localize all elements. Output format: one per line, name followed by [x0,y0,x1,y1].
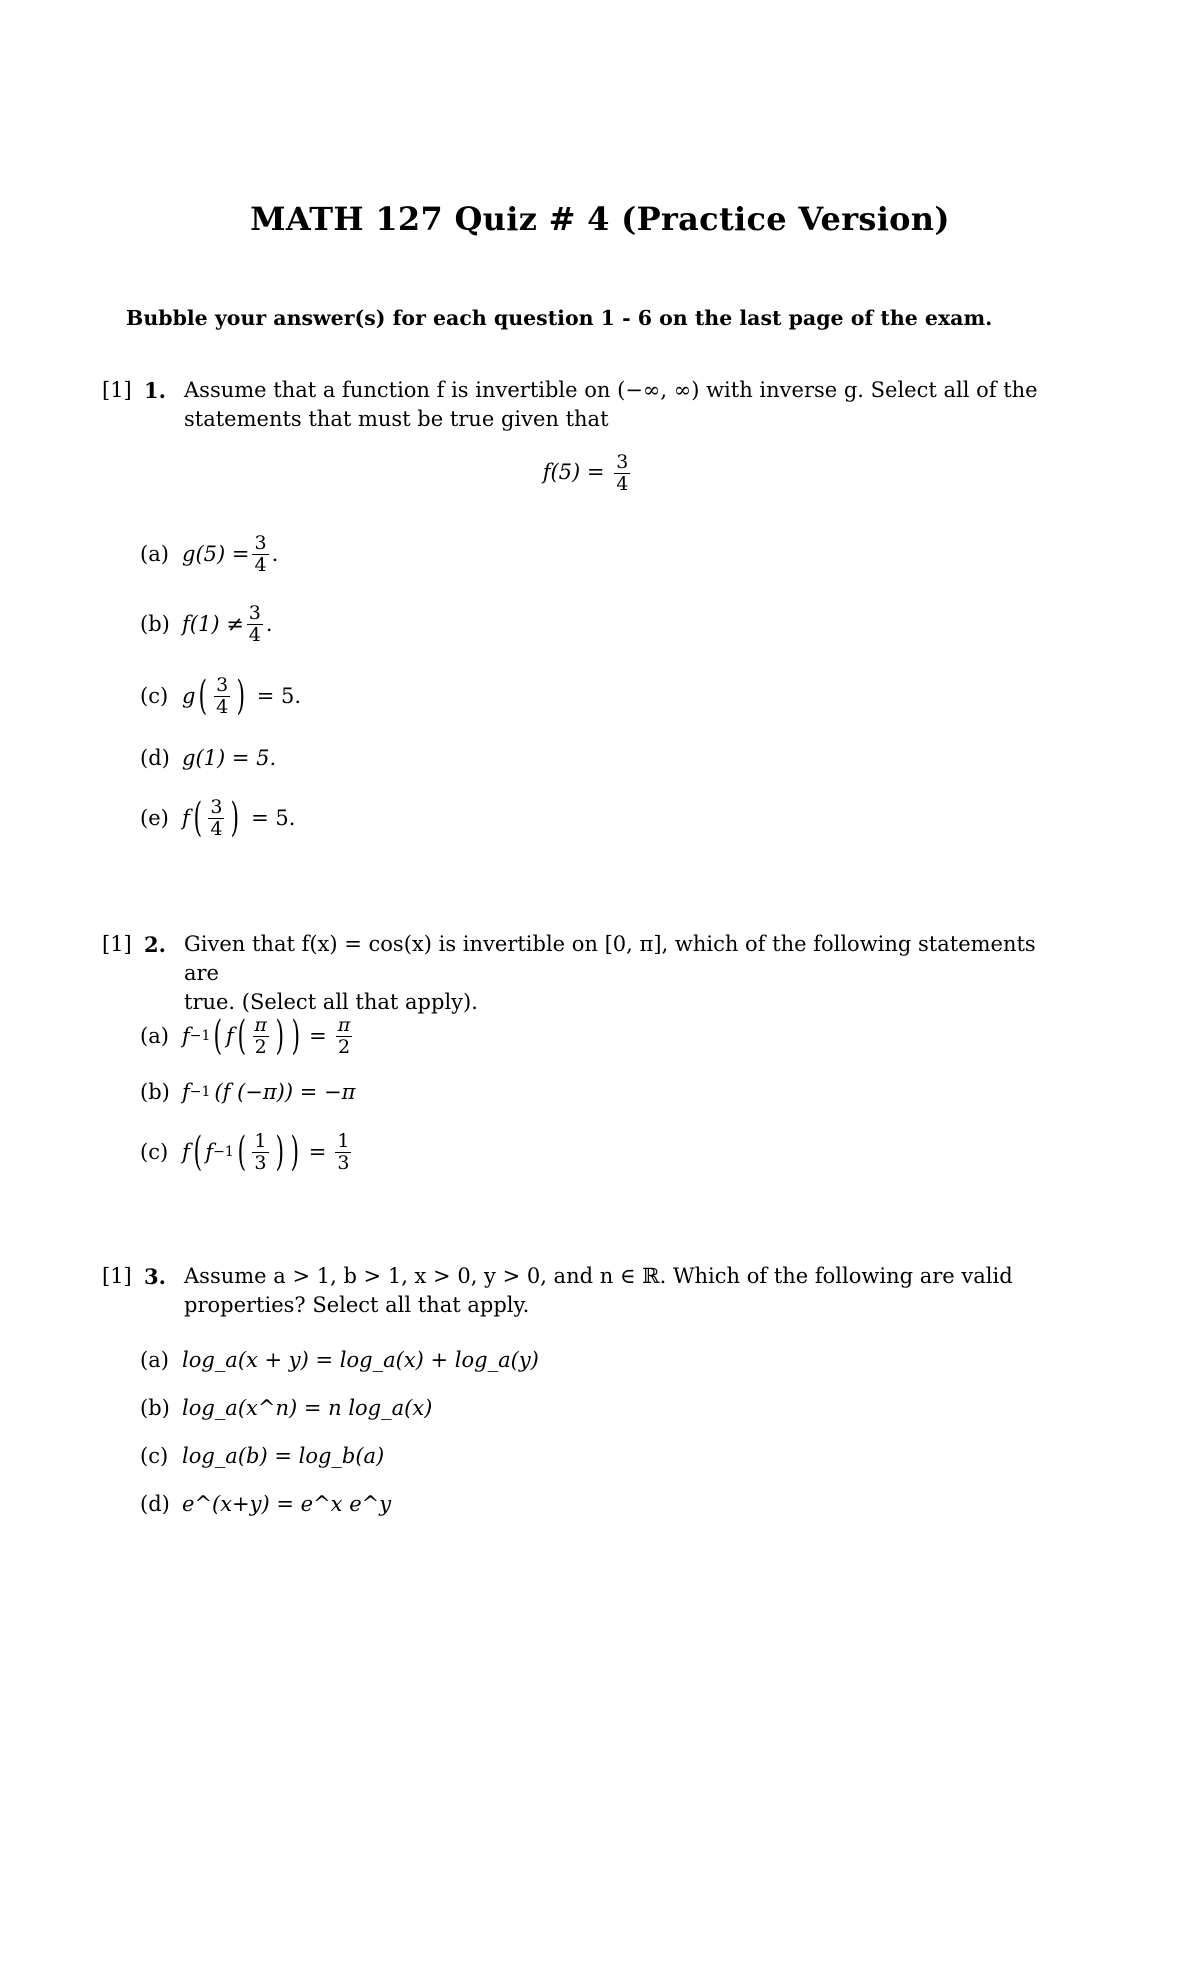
q3-option-a: (a) log_a(x + y) = log_a(x) + log_a(y) [140,1348,539,1372]
instructions: Bubble your answer(s) for each question 1 - 6 on the last page of the exam. [126,306,993,330]
question-1 [102,376,1062,434]
q2-option-a: (a) f −1 ( f ( $\frac{\pi}{2}$ ) ) = $\frac{\pi}{2}$ [140,1013,351,1059]
q1-option-e: (e) f ( $\frac{3}{4}$ ) = 5. [140,795,296,841]
question-points: [1] [102,378,132,402]
question-text: Given that f(x) = cos(x) is invertible on [0, π], which of the following statements are true. (Select all that apply). [184,932,1036,1014]
q3-option-c: (c) log_a(b) = log_b(a) [140,1444,385,1468]
question-points: [1] [102,932,132,956]
question-number: 2. [144,932,166,957]
q2-option-c: (c) f ( f −1 ( $\frac{1}{3}$ ) ) = $\frac{1}{3}$ [140,1129,350,1175]
q1-option-a: (a) g(5) = $\frac{3}{4}$ . [140,531,279,576]
q3-option-d: (d) e^(x+y) = e^x e^y [140,1492,392,1516]
given-equation: f(5) = $\frac{3}{4}$ [542,451,629,495]
q1-option-b: (b) f(1) ≠ $\frac{3}{4}$ . [140,601,273,646]
q1-option-d: (d) g(1) = 5. [140,746,277,770]
question-2 [102,930,1062,1017]
q1-option-c: (c) g ( $\frac{3}{4}$ ) = 5. [140,673,302,719]
q2-option-b: (b) f −1 (f (−π)) = −π [140,1080,356,1104]
page-title: MATH 127 Quiz # 4 (Practice Version) [250,200,950,238]
question-text: Assume that a function f is invertible on (−∞, ∞) with inverse g. Select all of the statements that must be true given that [184,378,1038,431]
question-text: Assume a > 1, b > 1, x > 0, y > 0, and n ∈ ℝ. Which of the following are valid properties? Select all that apply. [184,1264,1013,1317]
question-number: 1. [144,378,166,403]
question-3 [102,1262,1062,1320]
question-number: 3. [144,1264,166,1289]
q3-option-b: (b) log_a(x^n) = n log_a(x) [140,1396,433,1420]
question-points: [1] [102,1264,132,1288]
